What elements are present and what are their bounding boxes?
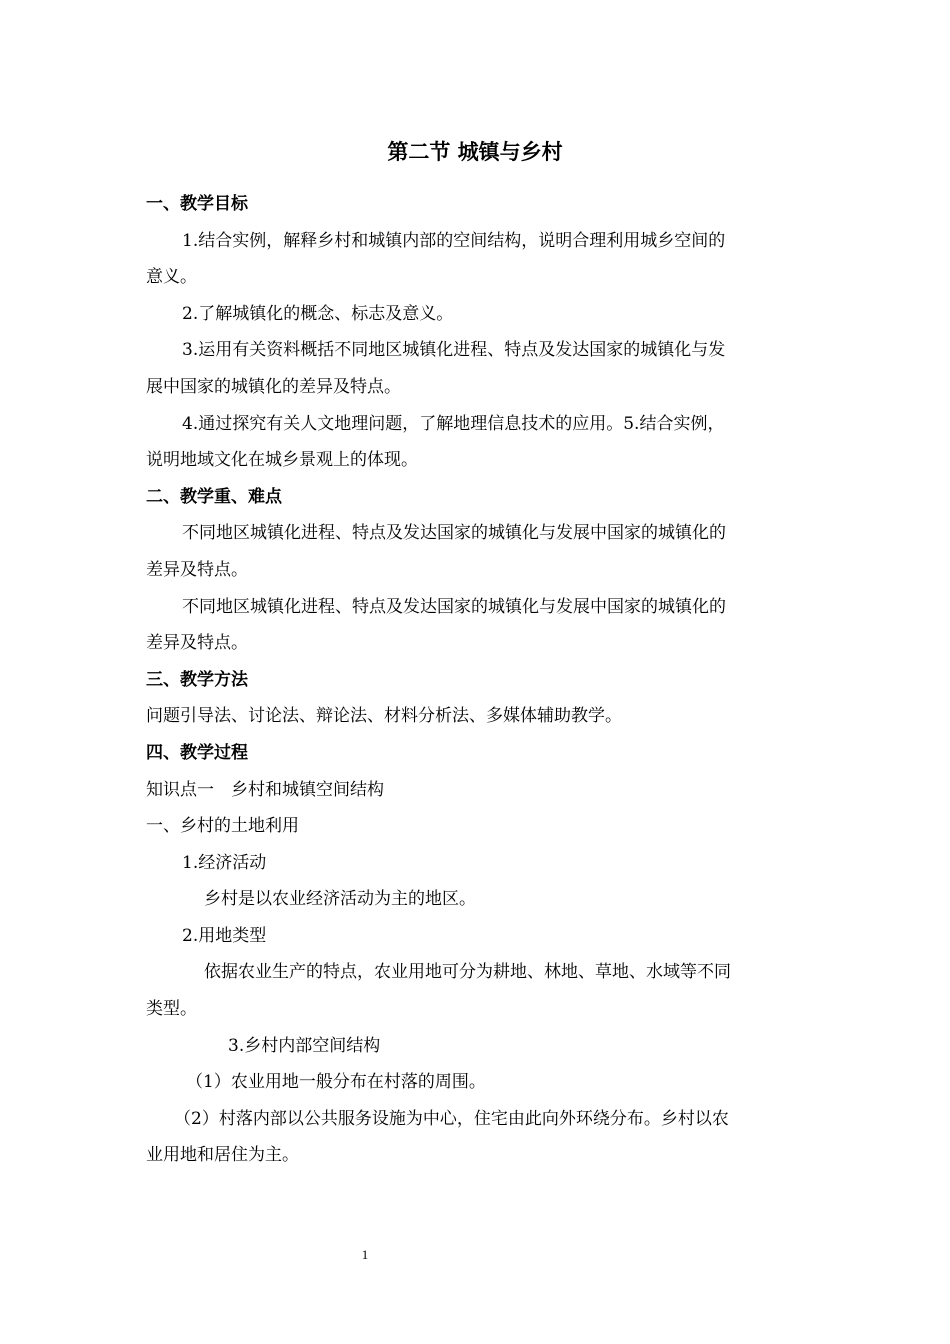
- paragraph-continuation: 差异及特点。: [146, 633, 248, 654]
- page-number: 1: [361, 1247, 369, 1262]
- objective-item: 3.运用有关资料概括不同地区城镇化进程、特点及发达国家的城镇化与发: [182, 340, 726, 361]
- section-heading: 三、教学方法: [146, 669, 248, 690]
- paragraph: 问题引导法、讨论法、辩论法、材料分析法、多媒体辅助教学。: [146, 706, 622, 727]
- page-title: 第二节 城镇与乡村: [387, 140, 563, 164]
- subsection-heading: 一、乡村的土地利用: [146, 816, 299, 837]
- paragraph-continuation: 类型。: [146, 999, 197, 1020]
- objective-item-continuation: 说明地域文化在城乡景观上的体现。: [146, 450, 418, 471]
- objective-item: 1.结合实例，解释乡村和城镇内部的空间结构，说明合理利用城乡空间的: [182, 230, 726, 251]
- paragraph: 不同地区城镇化进程、特点及发达国家的城镇化与发展中国家的城镇化的: [182, 596, 726, 617]
- knowledge-point-heading: 知识点一 乡村和城镇空间结构: [146, 779, 384, 800]
- objective-item: 2.了解城镇化的概念、标志及意义。: [182, 303, 454, 324]
- list-item: 3.乡村内部空间结构: [228, 1035, 381, 1056]
- paragraph-continuation: 业用地和居住为主。: [146, 1145, 299, 1166]
- list-item: 1.经济活动: [182, 852, 267, 873]
- section-heading: 四、教学过程: [146, 742, 248, 763]
- document-body: [146, 186, 804, 1174]
- paragraph-continuation: 差异及特点。: [146, 559, 248, 580]
- list-item: （1）农业用地一般分布在村落的周围。: [186, 1072, 486, 1093]
- list-item: （2）村落内部以公共服务设施为中心，住宅由此向外环绕分布。乡村以农: [174, 1108, 729, 1129]
- paragraph: 依据农业生产的特点，农业用地可分为耕地、林地、草地、水域等不同: [204, 962, 731, 983]
- paragraph: 不同地区城镇化进程、特点及发达国家的城镇化与发展中国家的城镇化的: [182, 523, 726, 544]
- objective-item: 4.通过探究有关人文地理问题，了解地理信息技术的应用。5.结合实例，: [182, 413, 725, 434]
- section-heading: 一、教学目标: [146, 194, 248, 214]
- paragraph: 乡村是以农业经济活动为主的地区。: [204, 889, 476, 910]
- objective-item-continuation: 展中国家的城镇化的差异及特点。: [146, 376, 401, 397]
- objective-item-continuation: 意义。: [146, 267, 197, 288]
- list-item: 2.用地类型: [182, 925, 267, 946]
- section-heading: 二、教学重、难点: [146, 486, 282, 507]
